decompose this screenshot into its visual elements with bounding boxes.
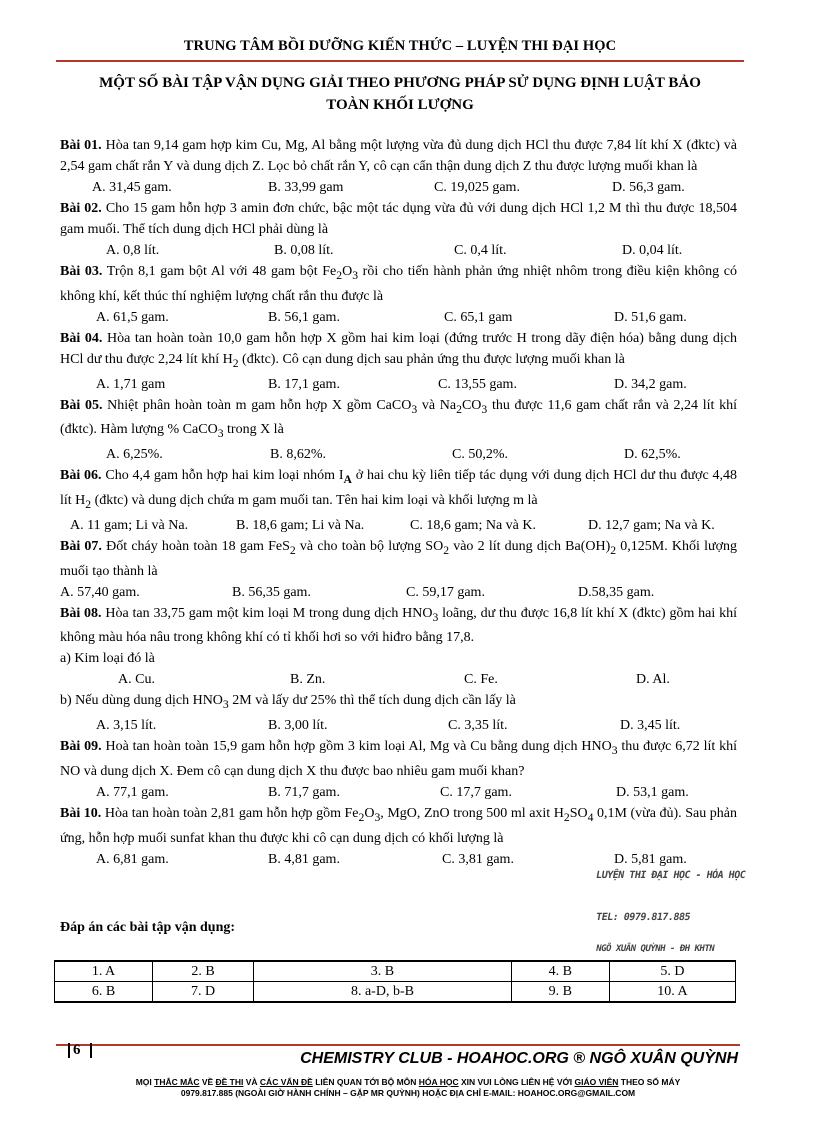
watermark-stamp-2: TEL: 0979.817.885	[595, 912, 691, 923]
problem-text: và cho toàn bộ lượng SO	[295, 538, 444, 554]
answer-cell: 3. B	[254, 961, 512, 982]
problem-text: Trộn 8,1 gam bột Al với 48 gam bột Fe	[106, 264, 337, 279]
subscript: 3	[217, 427, 224, 441]
footer-contact-line-1	[56, 1077, 760, 1088]
problem-text: 0,125M. Khối lượng muối tạo thành là	[60, 538, 737, 579]
subscript: 2	[610, 543, 617, 557]
problem-text: vào 2 lít dung dịch Ba(OH)	[449, 538, 611, 554]
option-a: A. 6,81 gam.	[96, 851, 169, 867]
options-row	[60, 782, 737, 803]
problem-text: loãng, dư thu được 16,8 lít khí X (đktc) gồm hai khí không màu hóa nâu trong không khí có tỉ khối hơi so với hiđro bằng 17,8.	[60, 605, 738, 646]
subscript: 2	[563, 810, 570, 824]
option-c: C. 50,2%.	[452, 447, 508, 463]
subscript: 3	[411, 402, 418, 416]
option-b: B. 4,81 gam.	[268, 851, 340, 867]
problem-text: 0,1M (vừa đủ). Sau phản ứng, hỗn hợp muối sunfat khan thu được khi cô cạn dung dịch có khối lượng là	[60, 805, 737, 846]
subscript: 2	[85, 497, 92, 511]
footer-text: HÓA HỌC	[418, 1077, 459, 1087]
option-b: B. 0,08 lít.	[274, 243, 334, 258]
option-a: A. 31,45 gam.	[92, 180, 172, 195]
options-row	[60, 515, 737, 536]
problem-text: (đktc). Cô cạn dung dịch sau phản ứng thu được lượng muối khan là	[238, 351, 625, 367]
option-c: C. 17,7 gam.	[440, 784, 512, 800]
subscript: 4	[587, 810, 594, 824]
footer-rule	[56, 1044, 740, 1046]
answer-cell: 9. B	[511, 982, 609, 1003]
footer-text: VÀ	[243, 1077, 260, 1087]
option-a: A. 61,5 gam.	[96, 309, 169, 325]
problem-text: Cho 4,4 gam hỗn hợp hai kim loại nhóm I	[105, 468, 344, 484]
problem-text: thu được 6,72 lít khí NO và dung dịch X. Đem cô cạn dung dịch X thu được bao nhiêu gam muối khan?	[60, 739, 738, 779]
problem-label: Bài 10.	[60, 805, 102, 821]
option-d: D. 51,6 gam.	[614, 309, 687, 325]
footer-text: ĐỀ THI	[215, 1077, 244, 1087]
problem-8-part-a: a) Kim loại đó là	[60, 651, 155, 667]
problem-label: Bài 01.	[60, 138, 102, 153]
option-d: D. 34,2 gam.	[614, 376, 687, 392]
option-c: C. 65,1 gam	[444, 309, 513, 325]
problem-text: 2M và lấy dư 25% thì thể tích dung dịch cần lấy là	[228, 693, 516, 709]
problem-label: Bài 09.	[60, 739, 102, 755]
problem-text: Hoà tan hoàn toàn 15,9 gam hỗn hợp gồm 3 kim loại Al, Mg và Cu bằng dung dịch HNO	[105, 739, 612, 755]
problem-6	[60, 465, 737, 515]
option-b: B. 56,35 gam.	[232, 584, 311, 600]
answer-cell: 4. B	[511, 961, 609, 982]
problem-label: Bài 08.	[60, 605, 102, 621]
problem-8	[60, 603, 737, 649]
problem-text: SO	[569, 805, 588, 821]
subscript: 3	[432, 610, 439, 624]
option-b: B. 33,99 gam	[268, 180, 344, 195]
footer-text: CÁC VẤN ĐỀ	[259, 1077, 313, 1087]
subscript: 2	[443, 543, 450, 557]
problem-text: Hòa tan hoàn toàn 2,81 gam hỗn hợp gồm Fe	[104, 805, 359, 821]
options-row	[60, 849, 737, 870]
problem-text: b) Nếu dùng dung dịch HNO	[60, 693, 223, 709]
problem-text: thu được 11,6 gam chất rắn và 2,24 lít khí (đktc). Hàm lượng % CaCO	[60, 397, 738, 438]
footer-text: THẮC MẮC	[154, 1077, 200, 1087]
page-title	[64, 72, 736, 116]
options-row	[60, 715, 737, 736]
subscript: A	[343, 472, 352, 486]
problem-text: Nhiệt phân hoàn toàn m gam hỗn hợp X gồm CaCO	[107, 397, 412, 413]
option-c: C. 3,81 gam.	[442, 851, 514, 867]
subscript: 3	[352, 268, 359, 282]
answer-cell: 5. D	[609, 961, 735, 982]
problem-text: Hòa tan 33,75 gam một kim loại M trong dung dịch HNO	[105, 605, 433, 621]
title-line-1: MỘT SỐ BÀI TẬP VẬN DỤNG GIẢI THEO PHƯƠNG PHÁP SỬ DỤNG ĐỊNH LUẬT BẢO	[99, 75, 701, 91]
option-c: C. 18,6 gam; Na và K.	[410, 517, 536, 533]
problem-text: , MgO, ZnO trong 500 ml axit H	[380, 805, 564, 821]
options-row	[60, 444, 737, 465]
option-b: B. 56,1 gam.	[268, 309, 340, 325]
option-d: D.58,35 gam.	[578, 584, 655, 600]
subscript: 2	[336, 268, 343, 282]
subscript: 3	[222, 698, 229, 712]
options-row	[60, 177, 737, 198]
option-b: B. Zn.	[290, 672, 326, 688]
footer-text: GIÁO VIÊN	[574, 1077, 619, 1087]
footer-brand: CHEMISTRY CLUB - HOAHOC.ORG ® NGÔ XUÂN QUỲNH	[300, 1050, 738, 1067]
problem-text: Cho 15 gam hỗn hợp 3 amin đơn chức, bậc một tác dụng vừa đủ với dung dịch HCl 1,2 M thì thu được 18,504 gam muối. Thể tích dung dịch HCl phải dùng là	[60, 201, 738, 237]
problem-label: Bài 02.	[60, 201, 102, 216]
answer-cell: 1. A	[55, 961, 153, 982]
answer-cell: 8. a-D, b-B	[254, 982, 512, 1003]
option-a: A. 1,71 gam	[96, 376, 166, 392]
problem-text: ở hai chu kỳ liên tiếp tác dụng với dung dịch HCl dư thu được 4,48 lít H	[60, 468, 737, 508]
problem-label: Bài 06.	[60, 468, 102, 484]
problem-label: Bài 03.	[60, 264, 103, 279]
problem-text: rồi cho tiến hành phản ứng nhiệt nhôm trong điều kiện không có không khí, kết thúc thí nghiệm lượng chất rắn thu được là	[60, 264, 737, 304]
footer-contact-line-2: 0979.817.885 (NGOÀI GIỜ HÀNH CHÍNH – GẶP MR QUỲNH) HOẶC ĐỊA CHỈ E-MAIL: HOAHOC.ORG@GMAIL.COM	[180, 1088, 636, 1098]
option-c: C. 0,4 lít.	[454, 243, 507, 258]
problem-3	[60, 261, 737, 307]
answer-cell: 7. D	[153, 982, 254, 1003]
problem-5	[60, 395, 737, 445]
problem-label: Bài 04.	[60, 330, 103, 346]
header-rule	[56, 60, 744, 62]
footer-text: XIN VUI LÒNG LIÊN HỆ VỚI	[458, 1077, 575, 1087]
table-row	[55, 961, 736, 982]
footer-text: LIÊN QUAN TỚI BỘ MÔN	[312, 1077, 419, 1087]
footer-contact	[56, 1077, 760, 1099]
answer-table	[54, 960, 736, 1003]
subscript: 2	[232, 356, 239, 370]
answer-cell: 6. B	[55, 982, 153, 1003]
option-d: D. 5,81 gam.	[614, 851, 687, 867]
option-c: C. 13,55 gam.	[438, 376, 517, 392]
page-number: 6	[73, 1042, 81, 1058]
option-b: B. 17,1 gam.	[268, 376, 340, 392]
problem-text: và Na	[417, 397, 457, 413]
problem-7	[60, 536, 737, 582]
center-header: TRUNG TÂM BỒI DƯỠNG KIẾN THỨC – LUYỆN THI ĐẠI HỌC	[183, 38, 617, 54]
option-c: C. 19,025 gam.	[434, 180, 520, 195]
subscript: 3	[481, 402, 488, 416]
options-row	[60, 374, 737, 395]
option-c: C. Fe.	[464, 672, 498, 688]
option-b: B. 71,7 gam.	[268, 784, 340, 800]
problem-text: Đốt cháy hoàn toàn 18 gam FeS	[106, 538, 290, 554]
problem-label: Bài 07.	[60, 538, 102, 554]
problem-2	[60, 198, 737, 240]
option-a: A. 77,1 gam.	[96, 784, 169, 800]
option-b: B. 8,62%.	[270, 447, 326, 463]
option-a: A. 57,40 gam.	[60, 584, 140, 600]
problem-text: (đktc) và dung dịch chứa m gam muối tan. Tên hai kim loại và khối lượng m là	[91, 492, 538, 508]
option-d: D. 53,1 gam.	[616, 784, 689, 800]
subscript: 3	[374, 810, 381, 824]
option-d: D. 62,5%.	[624, 447, 681, 463]
subscript: 2	[358, 810, 365, 824]
footer-text: VỀ	[199, 1077, 216, 1087]
option-c: C. 59,17 gam.	[406, 584, 485, 600]
option-a: A. 3,15 lít.	[96, 718, 157, 734]
options-row	[60, 582, 737, 603]
problem-1	[60, 135, 737, 177]
table-row	[55, 982, 736, 1003]
problem-text: O	[364, 805, 375, 821]
problem-10	[60, 803, 737, 849]
title-line-2: TOÀN KHỐI LƯỢNG	[326, 97, 474, 113]
answer-cell: 2. B	[153, 961, 254, 982]
problem-text: CO	[461, 397, 482, 413]
options-row	[60, 240, 737, 261]
footer-text: MỌI	[135, 1077, 155, 1087]
option-d: D. 0,04 lít.	[622, 243, 683, 258]
subscript: 3	[611, 743, 618, 757]
subscript: 2	[289, 543, 296, 557]
problem-list	[60, 135, 737, 870]
problem-text: Hòa tan hoàn toàn 10,0 gam hỗn hợp X gồm hai kim loại (đứng trước H trong dãy điện hóa) bằng dung dịch HCl dư thu được 2,24 lít khí H	[60, 330, 738, 367]
problem-text: trong X là	[223, 422, 284, 438]
option-a: A. 6,25%.	[106, 447, 163, 463]
option-b: B. 18,6 gam; Li và Na.	[236, 517, 365, 533]
options-row	[60, 307, 737, 328]
options-row	[60, 669, 737, 690]
footer-text: THEO SỐ MÁY	[618, 1077, 681, 1087]
option-d: D. Al.	[636, 672, 670, 688]
watermark-stamp-1: LUYỆN THI ĐẠI HỌC - HÓA HỌC	[595, 870, 747, 881]
option-d: D. 56,3 gam.	[612, 180, 685, 195]
problem-9	[60, 736, 737, 782]
subscript: 2	[456, 402, 462, 416]
problem-4	[60, 328, 737, 374]
option-a: A. Cu.	[118, 672, 155, 688]
problem-text: Hòa tan 9,14 gam hợp kim Cu, Mg, Al bằng một lượng vừa đủ dung dịch HCl thu được 7,84 lít khí X (đktc) và 2,54 gam chất rắn Y và dung dịch Z. Lọc bỏ chất rắn Y, cô cạn cẩn thận dung dịch Z thu được lượng muối khan là	[60, 138, 738, 174]
problem-label: Bài 05.	[60, 397, 103, 413]
watermark-stamp-3: NGÔ XUÂN QUỲNH - ĐH KHTN	[595, 944, 715, 954]
option-c: C. 3,35 lít.	[448, 718, 508, 734]
option-d: D. 3,45 lít.	[620, 718, 681, 734]
problem-text: O	[342, 264, 353, 279]
answers-title: Đáp án các bài tập vận dụng:	[60, 920, 236, 935]
problem-8-part-b	[60, 690, 737, 715]
option-a: A. 11 gam; Li và Na.	[70, 517, 189, 533]
option-d: D. 12,7 gam; Na và K.	[588, 517, 715, 533]
option-b: B. 3,00 lít.	[268, 718, 328, 734]
option-a: A. 0,8 lít.	[106, 243, 160, 258]
answer-cell: 10. A	[609, 982, 735, 1003]
